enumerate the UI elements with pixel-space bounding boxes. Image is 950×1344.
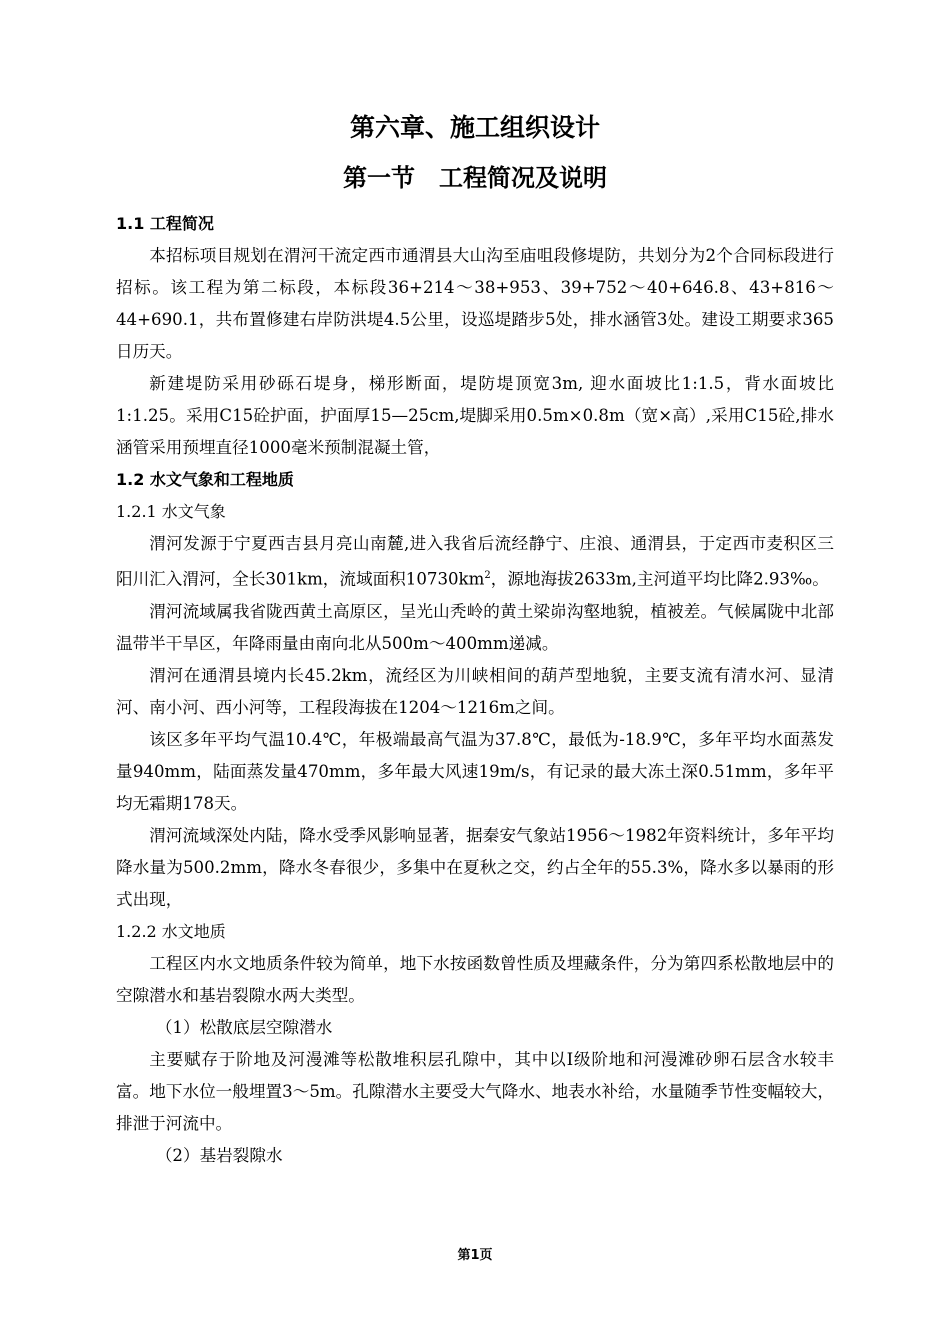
text-run: ，源地海拔2633m,主河道平均比降2.93‰。 [490, 569, 829, 589]
superscript: 2 [484, 570, 491, 581]
text-run: 渭河发源于宁夏西吉县月亮山南麓,进入我省后流经静宁、庄浪、通渭县，于定西市麦积区三阳川汇入渭河，全长301km，流域面积10730km [116, 534, 834, 589]
chapter-title: 第六章、施工组织设计 [349, 113, 600, 142]
heading-1-2-2: 1.2.2 水文地质 [116, 921, 226, 941]
paragraph: 主要赋存于阶地及河漫滩等松散堆积层孔隙中，其中以Ⅰ级阶地和河漫滩砂卵石层含水较丰富。地下水位一般埋置3～5m。孔隙潜水主要受大气降水、地表水补给，水量随季节性变幅较大，排泄于河流中。 [116, 1049, 834, 1133]
paragraph [116, 528, 834, 596]
heading-1-1: 1.1 工程简况 [116, 214, 214, 233]
list-item: （1）松散底层空隙潜水 [155, 1017, 333, 1037]
paragraph: 渭河流域深处内陆，降水受季风影响显著，据秦安气象站1956～1982年资料统计，多年平均降水量为500.2mm，降水冬春很少，多集中在夏秋之交，约占全年的55.3%，降水多以暴雨的形式出现， [116, 825, 834, 909]
paragraph: 渭河在通渭县境内长45.2km，流经区为川峡相间的葫芦型地貌，主要支流有清水河、显清河、南小河、西小河等，工程段海拔在1204～1216m之间。 [116, 665, 834, 717]
paragraph: 本招标项目规划在渭河干流定西市通渭县大山沟至庙咀段修堤防，共划分为2个合同标段进行招标。该工程为第二标段，本标段36+214～38+953、39+752～40+646.8、43+816～44+690.1，共布置修建右岸防洪堤4.5公里，设巡堤踏步5处，排水涵管3处。建设工期要求365日历天。 [116, 246, 834, 361]
paragraph: 新建堤防采用砂砾石堤身，梯形断面，堤防堤顶宽3m, 迎水面坡比1:1.5，背水面坡比1:1.25。采用C15砼护面，护面厚15—25cm,堤脚采用0.5m×0.8m（宽×高）,采用C15砼,排水涵管采用预埋直径1000毫米预制混凝土管， [116, 374, 834, 457]
list-item: （2）基岩裂隙水 [155, 1145, 283, 1165]
section-title: 第一节 工程简况及说明 [343, 164, 607, 192]
paragraph: 工程区内水文地质条件较为简单，地下水按函数曾性质及埋藏条件，分为第四系松散地层中的空隙潜水和基岩裂隙水两大类型。 [116, 953, 834, 1005]
page-number: 第1页 [457, 1248, 493, 1263]
paragraph: 该区多年平均气温10.4℃，年极端最高气温为37.8℃，最低为-18.9℃，多年平均水面蒸发量940mm，陆面蒸发量470mm，多年最大风速19m/s，有记录的最大冻土深0.51mm，多年平均无霜期178天。 [116, 729, 834, 813]
paragraph: 渭河流域属我省陇西黄土高原区，呈光山秃岭的黄土梁峁沟壑地貌，植被差。气候属陇中北部温带半干旱区，年降雨量由南向北从500m～400mm递减。 [116, 601, 834, 653]
heading-1-2: 1.2 水文气象和工程地质 [116, 470, 294, 489]
heading-1-2-1: 1.2.1 水文气象 [116, 502, 226, 521]
